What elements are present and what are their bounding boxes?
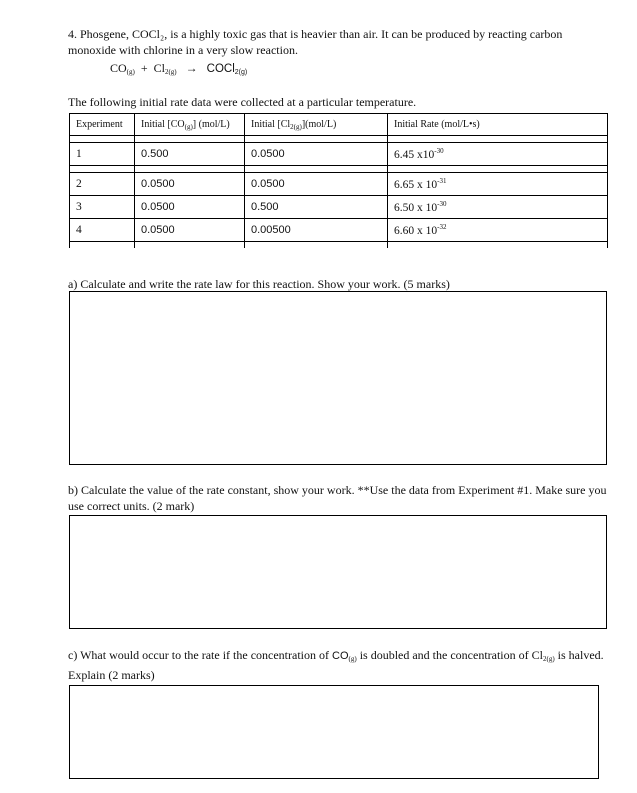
cell-co: 0.0500: [135, 173, 245, 196]
cell-co: 0.0500: [135, 219, 245, 242]
part-b-prompt: b) Calculate the value of the rate constant, show your work. **Use the data from Experiment #1. Make sure you use correct units. (2 mark): [68, 483, 607, 513]
cell-co: 0.500: [135, 143, 245, 166]
table-row: [70, 173, 608, 196]
cell-rate: 6.45 $x10^{-30}$: [388, 143, 608, 166]
header-cl2: Initial $[Cl_{2(g)}](mol/L)$: [245, 114, 388, 136]
cell-cl2: 0.0500: [245, 173, 388, 196]
part-a-answer-box[interactable]: [69, 291, 607, 465]
product-cocl2: COCl$_{2(g)}$: [206, 63, 248, 76]
table-row: [70, 219, 608, 242]
cell-rate: 6.65 x $10^{-31}$: [388, 173, 608, 196]
header-experiment: Experiment: [70, 114, 135, 136]
cell-rate: 6.60 x $10^{-32}$: [388, 219, 608, 242]
reaction-equation: [110, 61, 247, 76]
cell-co: 0.0500: [135, 196, 245, 219]
question-intro: 4. Phosgene, COCl₂, is a highly toxic gas that is heavier than air. It can be produced by reacting carbon monoxide with chlorine in a very slow reaction.: [68, 27, 563, 57]
table-caption: The following initial rate data were collected at a particular temperature.: [68, 95, 417, 109]
cell-experiment: 4: [70, 219, 135, 242]
part-a-prompt: a) Calculate and write the rate law for this reaction. Show your work. (5 marks): [68, 277, 450, 291]
table-header-row: [70, 114, 608, 136]
cell-cl2: 0.500: [245, 196, 388, 219]
part-c-prompt: c) What would occur to the rate if the concentration of $CO_{(g)}$ is doubled and the concentration of $Cl_{2(g)}$ is halved. Explain (2 marks): [68, 648, 604, 682]
reaction-arrow: →: [185, 61, 198, 75]
header-co: Initial $[CO_{(g)}]$ (mol/L): [135, 114, 245, 136]
part-b-answer-box[interactable]: [69, 515, 607, 629]
cell-experiment: 2: [70, 173, 135, 196]
cell-cl2: 0.0500: [245, 143, 388, 166]
reactant-co: $CO_{(g)}$: [110, 61, 135, 76]
rate-data-table: [69, 113, 608, 248]
plus-sign: +: [140, 61, 148, 75]
cell-cl2: 0.00500: [245, 219, 388, 242]
part-c-answer-box[interactable]: [69, 685, 599, 779]
cell-experiment: 1: [70, 143, 135, 166]
table-row: [70, 196, 608, 219]
cell-rate: 6.50 x $10^{-30}$: [388, 196, 608, 219]
header-rate: Initial Rate (mol/L•s): [388, 114, 608, 136]
table-row: [70, 143, 608, 166]
cell-experiment: 3: [70, 196, 135, 219]
reactant-cl2: $Cl_{2(g)}$: [153, 61, 177, 76]
